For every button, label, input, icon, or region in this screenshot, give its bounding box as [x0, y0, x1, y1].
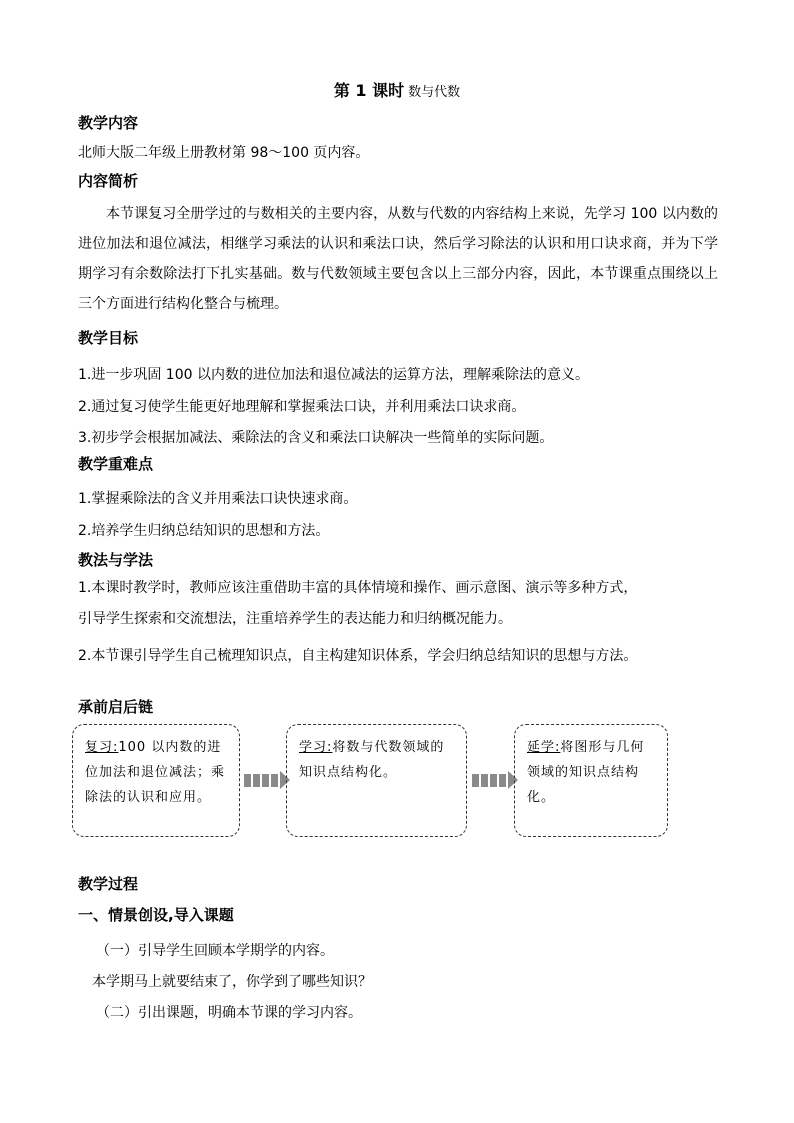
methods-heading: 教法与学法	[78, 551, 154, 569]
chain-box-label: 学习:	[299, 740, 333, 755]
goals-heading: 教学目标	[78, 329, 139, 347]
lesson-title-main: 第 1 课时	[333, 81, 405, 100]
arrow-right-icon	[472, 771, 518, 789]
methods-line: 1.本课时教学时，教师应该注重借助丰富的具体情境和操作、画示意图、演示等多种方式，	[78, 580, 638, 596]
keypoint-item: 1.掌握乘除法的含义并用乘法口诀快速求商。	[78, 491, 358, 507]
summary-heading: 内容简析	[78, 172, 139, 190]
chain-box-learn	[286, 724, 467, 837]
chain-box-text: 100 以内数的进位加法和退位减法；乘除法的认识和应用。	[85, 740, 226, 805]
process-line: 本学期马上就要结束了，你学到了哪些知识？	[92, 974, 372, 990]
content-heading: 教学内容	[78, 114, 139, 132]
goal-item: 3.初步学会根据加减法、乘除法的含义和乘法口诀解决一些简单的实际问题。	[78, 430, 554, 446]
arrow-right-icon	[244, 771, 290, 789]
process-line: （一）引导学生回顾本学期学的内容。	[96, 943, 334, 959]
lesson-title-sub: 数与代数	[408, 85, 461, 100]
process-subheading: 一、情景创设,导入课题	[78, 906, 234, 924]
process-heading: 教学过程	[78, 875, 139, 893]
chain-box-review	[72, 724, 240, 837]
chain-box-label: 复习:	[85, 740, 119, 755]
summary-paragraph: 本节课复习全册学过的与数相关的主要内容，从数与代数的内容结构上来说，先学习 100 以内数的进位加法和退位减法，相继学习乘法的认识和乘法口诀，然后学习除法的认识和用口诀求商，并为下学期学习有余数除法打下扎实基础。数与代数领域主要包含以上三部分内容，因此，本节课重点围绕以上三个方面进行结构化整合与梳理。	[78, 206, 718, 312]
goal-item: 1.进一步巩固 100 以内数的进位加法和退位减法的运算方法，理解乘除法的意义。	[78, 367, 589, 383]
keypoints-heading: 教学重难点	[78, 455, 154, 473]
chain-heading: 承前启后链	[78, 698, 154, 716]
chain-box-text: 将数与代数领域的知识点结构化。	[299, 740, 445, 780]
content-text: 北师大版二年级上册教材第 98～100 页内容。	[78, 145, 370, 161]
methods-line: 引导学生探索和交流想法，注重培养学生的表达能力和归纳概况能力。	[78, 611, 512, 627]
lesson-title	[0, 78, 794, 101]
keypoint-item: 2.培养学生归纳总结知识的思想和方法。	[78, 523, 330, 539]
methods-line: 2.本节课引导学生自己梳理知识点，自主构建知识体系，学会归纳总结知识的思想与方法。	[78, 648, 638, 664]
chain-box-text: 将图形与几何领域的知识点结构化。	[527, 740, 645, 805]
chain-box-extend	[514, 724, 668, 837]
chain-box-label: 延学:	[527, 740, 561, 755]
goal-item: 2.通过复习使学生能更好地理解和掌握乘法口诀，并利用乘法口诀求商。	[78, 399, 526, 415]
process-line: （二）引出课题，明确本节课的学习内容。	[96, 1005, 362, 1021]
